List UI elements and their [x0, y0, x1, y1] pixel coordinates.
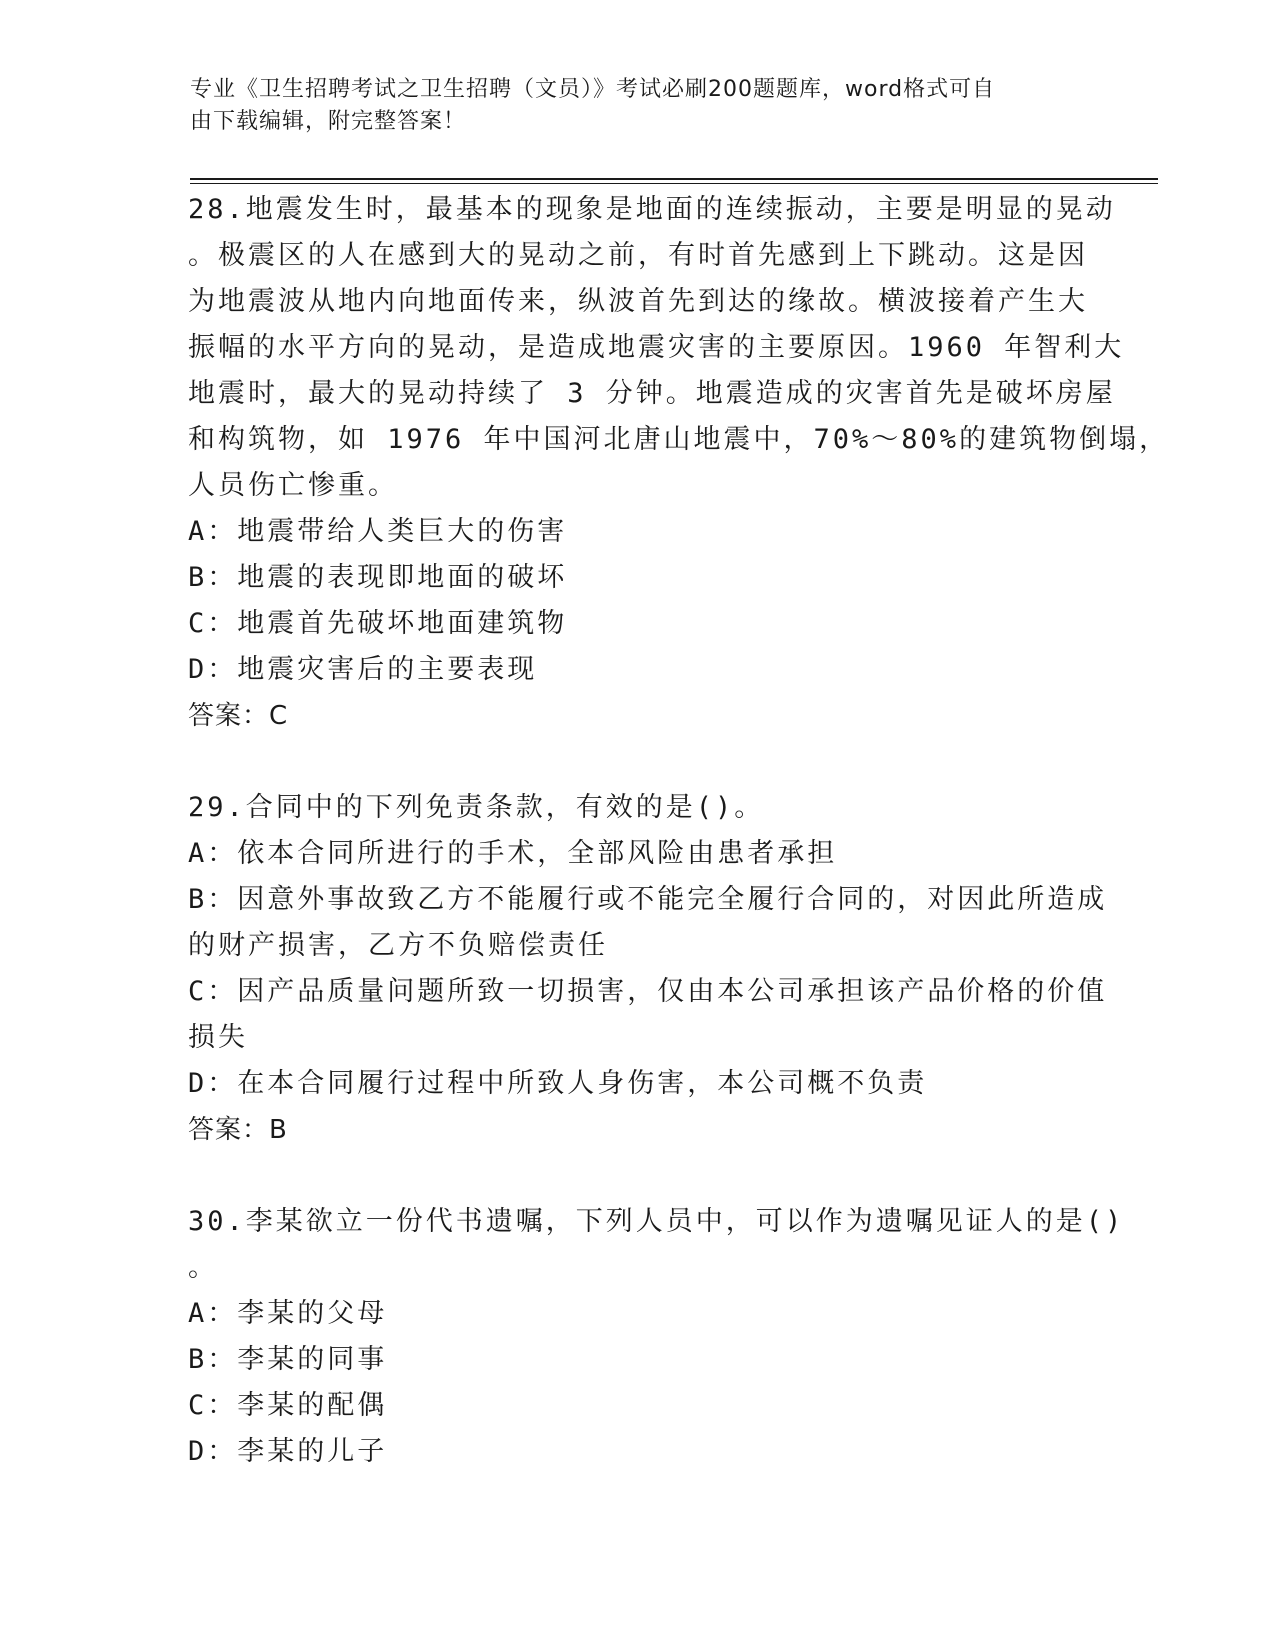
question-stem-line: 为地震波从地内向地面传来，纵波首先到达的缘故。横波接着产生大: [188, 286, 1088, 317]
option-b: B：地震的表现即地面的破坏: [188, 562, 568, 593]
option-d: D：地震灾害后的主要表现: [188, 654, 538, 685]
question-stem-line: 29.合同中的下列免责条款，有效的是()。: [188, 792, 765, 823]
question-stem-line: 人员伤亡惨重。: [188, 470, 398, 501]
header-line-1: 专业《卫生招聘考试之卫生招聘（文员）》考试必刷200题题库，word格式可自: [190, 77, 996, 102]
answer-label: 答案：C: [188, 701, 289, 731]
question-stem-line: 地震时，最大的晃动持续了 3 分钟。地震造成的灾害首先是破坏房屋: [188, 378, 1116, 409]
question-stem-line: 。极震区的人在感到大的晃动之前，有时首先感到上下跳动。这是因: [188, 240, 1088, 271]
question-30: [188, 1199, 1125, 1475]
option-c: C：地震首先破坏地面建筑物: [188, 608, 568, 639]
question-28: [188, 187, 1170, 739]
option-c-continued: 损失: [188, 1022, 248, 1053]
question-stem-line: 和构筑物，如 1976 年中国河北唐山地震中，70%～80%的建筑物倒塌，: [188, 424, 1170, 455]
option-a: A：地震带给人类巨大的伤害: [188, 516, 568, 547]
option-c: C：李某的配偶: [188, 1390, 388, 1421]
question-stem-line: 。: [188, 1252, 218, 1283]
header-divider-thin: [190, 183, 1158, 184]
option-a: A：李某的父母: [188, 1298, 388, 1329]
option-d: D：在本合同履行过程中所致人身伤害，本公司概不负责: [188, 1068, 928, 1099]
option-b-continued: 的财产损害，乙方不负赔偿责任: [188, 930, 608, 961]
option-c: C：因产品质量问题所致一切损害，仅由本公司承担该产品价格的价值: [188, 976, 1108, 1007]
question-spacer: [188, 1153, 1078, 1199]
question-stem-line: 28.地震发生时，最基本的现象是地面的连续振动，主要是明显的晃动: [188, 194, 1116, 225]
question-stem-line: 振幅的水平方向的晃动，是造成地震灾害的主要原因。1960 年智利大: [188, 332, 1125, 363]
question-29: [188, 785, 1108, 1153]
option-b: B：李某的同事: [188, 1344, 388, 1375]
answer-label: 答案：B: [188, 1115, 288, 1145]
question-spacer: [188, 739, 1078, 785]
document-header: [190, 74, 1070, 138]
option-b: B：因意外事故致乙方不能履行或不能完全履行合同的，对因此所造成: [188, 884, 1108, 915]
question-stem-line: 30.李某欲立一份代书遗嘱，下列人员中，可以作为遗嘱见证人的是(): [188, 1206, 1125, 1237]
option-d: D：李某的儿子: [188, 1436, 388, 1467]
header-divider-thick: [190, 178, 1158, 180]
header-line-2: 由下载编辑，附完整答案！: [190, 109, 467, 134]
option-a: A：依本合同所进行的手术，全部风险由患者承担: [188, 838, 838, 869]
question-list: [188, 187, 1170, 1475]
